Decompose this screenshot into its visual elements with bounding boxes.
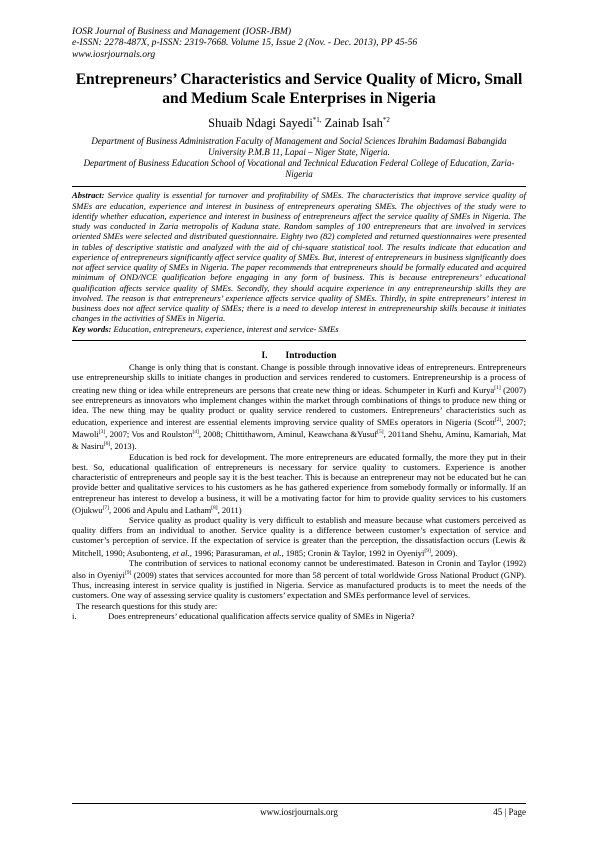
- question-number: i.: [72, 610, 77, 621]
- journal-issn: e-ISSN: 2278-487X, p-ISSN: 2319-7668. Volume 15, Issue 2 (Nov. - Dec. 2013), PP 45-56: [72, 37, 418, 49]
- keywords-text: Education, entrepreneurs, experience, interest and service- SMEs: [113, 323, 339, 334]
- text-run: The contribution of services to national economy cannot be underestimated. Bateson in Cronin and Taylor (1992) also in Oyeniyi: [72, 557, 526, 580]
- section-title: Introduction: [285, 351, 337, 362]
- paper-title: Entrepreneurs’ Characteristics and Service Quality of Micro, Small and Medium Scale Enterprises in Nigeria: [75, 71, 523, 108]
- page-footer: [72, 803, 526, 818]
- text-run: Service quality as product quality is very difficult to establish and measure because what customers perceived as quality differs from an individual to another. Service quality is a difference between customer’s expectation of service and customer’s perception of service. If the expectation of service is greater than the perception, the dissatisfaction occurs (Lewis & Mitchell, 1990; Asubonteng,: [72, 514, 526, 558]
- text-run: (2007) see entrepreneurs as innovators who implement changes within the market through combinations of things to produce new thing or idea. The new thing may be quality product or quality service rendered to customers. Entrepreneurs’ characteristics such as education, experience and interest are essential elements improving service quality of SMEs operators in Nigeria (Scott: [72, 384, 527, 428]
- text-run-italic: et al.: [264, 547, 282, 558]
- paragraph: [72, 515, 526, 558]
- citation-ref: [9]: [424, 547, 431, 554]
- citation-ref: [6]: [103, 441, 111, 448]
- citation-ref: [7]: [102, 504, 109, 511]
- footer-page-number: 45 | Page: [493, 807, 526, 817]
- author-line: [72, 116, 526, 131]
- abstract-text: Service quality is essential for turnover and profitability of SMEs. The characteristics that improve service quality of SMEs are education, experience and interest in business of entrepreneurs operating SMEs. The objectives of the study were to identify whether education, experience and interest in business of entrepreneurs affect the service quality of SMEs in Nigeria. The study was conducted in Zaria metropolis of Kaduna state. Random samples of 100 entrepreneurs that are involved in services oriented SMEs were selected and distributed questionnaire. Eighty two (82) completed and returned questionnaires were presented in tables of descriptive statistic and analyzed with the aid of chi-square statistical tool. The results indicate that education and experience of entrepreneurs significantly affect service quality of SMEs. But, interest of entrepreneurs in business significantly does not affect service quality of SMEs in Nigeria. The paper recommends that entrepreneurs should be formally educated and acquired minimum of OND/NCE qualification before engaging in any form of business. This is because entrepreneurs’ educational qualification affects service quality of SMEs. Secondly, they should acquire experience in any entrepreneurship skills they are involved. The reason is that entrepreneurs’ experience affects service quality of SMEs. Thirdly, in spite entrepreneurs’ interest in business does not affect service quality of SMEs; there is a need to develop interest in entrepreneurship skills because it initiates changes in the activities of SMEs in Nigeria.: [72, 190, 526, 324]
- paragraph: [72, 362, 526, 451]
- author-2-mark: *2: [382, 116, 390, 125]
- text-run: , 2007; Vos and Roulston: [105, 429, 193, 440]
- paragraph: [72, 452, 526, 515]
- section-heading: [72, 351, 526, 361]
- citation-ref: [2]: [494, 417, 502, 424]
- paragraph: The research questions for this study are:: [76, 600, 218, 611]
- paragraph: [72, 558, 526, 601]
- text-run: , 2007; Mawoli: [72, 417, 526, 440]
- affiliation-2: Department of Business Education School of Vocational and Technical Education Federal College of Education, Zaria-Nigeria: [83, 158, 515, 180]
- text-run-italic: et al.: [172, 547, 190, 558]
- divider: [72, 186, 526, 187]
- text-run: (2009) states that services accounted for more than 58 percent of total worldwide Gross National Product (GNP). Thus, increasing interest in service quality is justified in Nigeria. Service as manufactured products is to meet the needs of the customers. One way of assessing service quality is customers’ expectation and SMEs performance level of services.: [72, 569, 526, 601]
- journal-header: [72, 26, 526, 60]
- keywords: [72, 324, 526, 335]
- author-1-mark: *1,: [312, 116, 322, 125]
- text-run: , 2006 and Apulu and Latham: [108, 504, 212, 515]
- section-number: I.: [261, 351, 268, 362]
- journal-site: www.iosrjournals.org: [72, 48, 156, 60]
- divider: [72, 340, 526, 341]
- affiliations: [72, 136, 526, 180]
- research-question: [72, 611, 526, 621]
- text-run: , 1985; Cronin & Taylor, 1992 in Oyeniyi: [281, 547, 425, 558]
- text-run: Education is bed rock for development. The more entrepreneurs are educated formally, the more they put in their best. So, educational qualification of entrepreneurs is necessary for service quality to customers. Experience is another characteristic of entrepreneurs and people say it is the best teacher. This is because an entrepreneur may not be educated but he can provide better and qualitative services to his customers as he has gathered experience from somebody formally or informally. If an entrepreneur has interest to develop a business, it will be a motivating factor for him to provide quality services to his customers (Ojukwu: [72, 451, 526, 515]
- abstract-label: Abstract:: [72, 190, 105, 201]
- text-run: , 2008; Chittithaworn, Aminul, Keawchana &Yusuf: [198, 429, 378, 440]
- paper-page: [72, 26, 526, 621]
- citation-ref: [8]: [211, 504, 218, 511]
- abstract: [72, 190, 526, 323]
- citation-ref: [1]: [494, 384, 501, 391]
- text-run: , 2013).: [110, 441, 137, 452]
- citation-ref: [3]: [98, 429, 106, 436]
- author-2: Zainab Isah: [324, 116, 383, 131]
- keywords-label: Key words:: [72, 323, 112, 334]
- text-run: , 1996; Parasuraman,: [189, 547, 265, 558]
- question-text: Does entrepreneurs’ educational qualification affects service quality of SMEs in Nigeria?: [108, 610, 415, 621]
- body-text: [72, 362, 526, 621]
- journal-name: IOSR Journal of Business and Management (IOSR-JBM): [72, 26, 292, 37]
- text-run: , 2011and Shehu, Aminu, Kamariah, Mat & Nasiru: [72, 429, 526, 452]
- author-1: Shuaib Ndagi Sayedi: [208, 116, 313, 131]
- citation-ref: [9]: [124, 570, 132, 576]
- citation-ref: [4]: [192, 429, 199, 436]
- citation-ref: [5]: [377, 429, 384, 436]
- text-run: , 2011): [217, 504, 242, 515]
- text-run: , 2009).: [430, 547, 458, 558]
- footer-url: www.iosrjournals.org: [260, 807, 338, 817]
- affiliation-1: Department of Business Administration Faculty of Management and Social Sciences Ibrahim Badamasi Babangida University P.M.B 11, Lapai – Niger State, Nigeria.: [91, 136, 507, 158]
- text-run: Change is only thing that is constant. Change is possible through innovative ideas of entrepreneurs. Entrepreneurs use entrepreneurship skills to initiate changes in production and services rendered to customers. Entrepreneurship is a process of creating new thing or idea while entrepreneurs are persons that create new thing or ideas. Schumpeter in Kurfi and Kurya: [72, 362, 526, 395]
